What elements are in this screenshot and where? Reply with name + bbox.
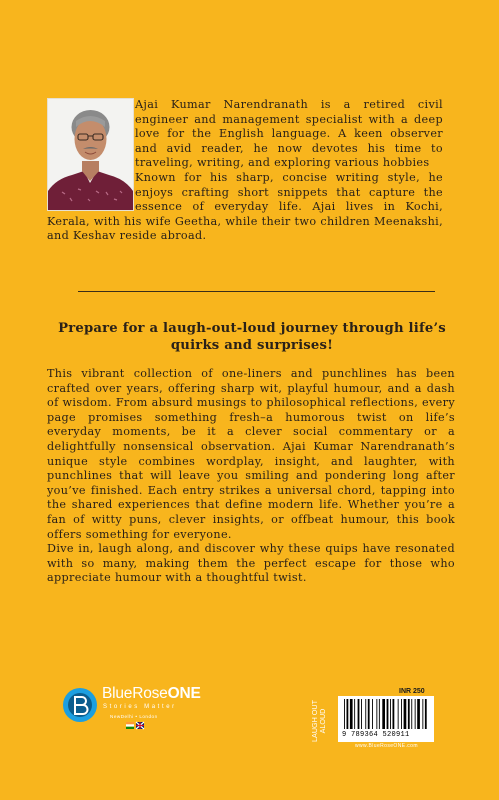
photo-spacer xyxy=(47,98,135,211)
bluerose-logo-icon xyxy=(62,687,98,723)
publisher-name xyxy=(102,685,201,703)
author-bio-continued: Known for his sharp, concise writing style, he enjoys crafting short snippets that capture the essence of everyday life. Ajai lives in Kochi, Kerala, with his wife Geetha, while their two children Meenakshi, and Keshav reside abroad. xyxy=(47,170,443,243)
publisher-logo xyxy=(62,683,232,731)
book-tagline: Prepare for a laugh-out-loud journey through life’s quirks and surprises! xyxy=(58,321,446,353)
barcode-icon xyxy=(338,696,434,732)
spine-title xyxy=(311,698,331,748)
isbn-number: 9 789364 520911 xyxy=(342,731,410,739)
publisher-website: www.BlueRoseONE.com xyxy=(355,743,418,749)
flags-icon xyxy=(126,722,144,729)
description-paragraph: Dive in, laugh along, and discover why these quips have resonated with so many, making them the perfect escape for those who appreciate humour with a thoughtful twist. xyxy=(47,542,455,585)
publisher-cities: NewDelhi • London xyxy=(110,714,158,719)
description-paragraph: This vibrant collection of one-liners and punchlines has been crafted over years, offering sharp wit, playful humour, and a dash of wisdom. From absurd musings to philosophical reflections, every page promises something fresh–a humorous twist on life’s everyday moments, be it a clever social commentary or a delightfully nonsensical observation. Ajai Kumar Narendranath’s unique style combines wordplay, insight, and laughter, with punchlines that will leave you smiling and pondering long after you’ve finished. Each entry strikes a universal chord, tapping into the shared experiences that define modern life. Whether you’re a fan of witty puns, clever insights, or offbeat humour, this book offers something for everyone. xyxy=(47,367,455,541)
publisher-name-main: BlueRose xyxy=(102,685,168,702)
isbn-barcode xyxy=(338,696,434,742)
publisher-name-one: ONE xyxy=(167,685,201,702)
publisher-tagline: Stories Matter xyxy=(103,704,177,710)
spine-title-text: LAUGH OUT ALOUD xyxy=(310,700,328,742)
price-label: INR 250 xyxy=(399,688,425,695)
author-bio xyxy=(47,98,443,244)
section-divider xyxy=(78,291,435,292)
author-bio-text: Ajai Kumar Narendranath is a retired civil engineer and management specialist with a deep love for the English language. A keen observer and avid reader, he now devotes his time to traveling, writing, and exploring various hobbies xyxy=(135,98,443,170)
book-description xyxy=(47,367,455,586)
